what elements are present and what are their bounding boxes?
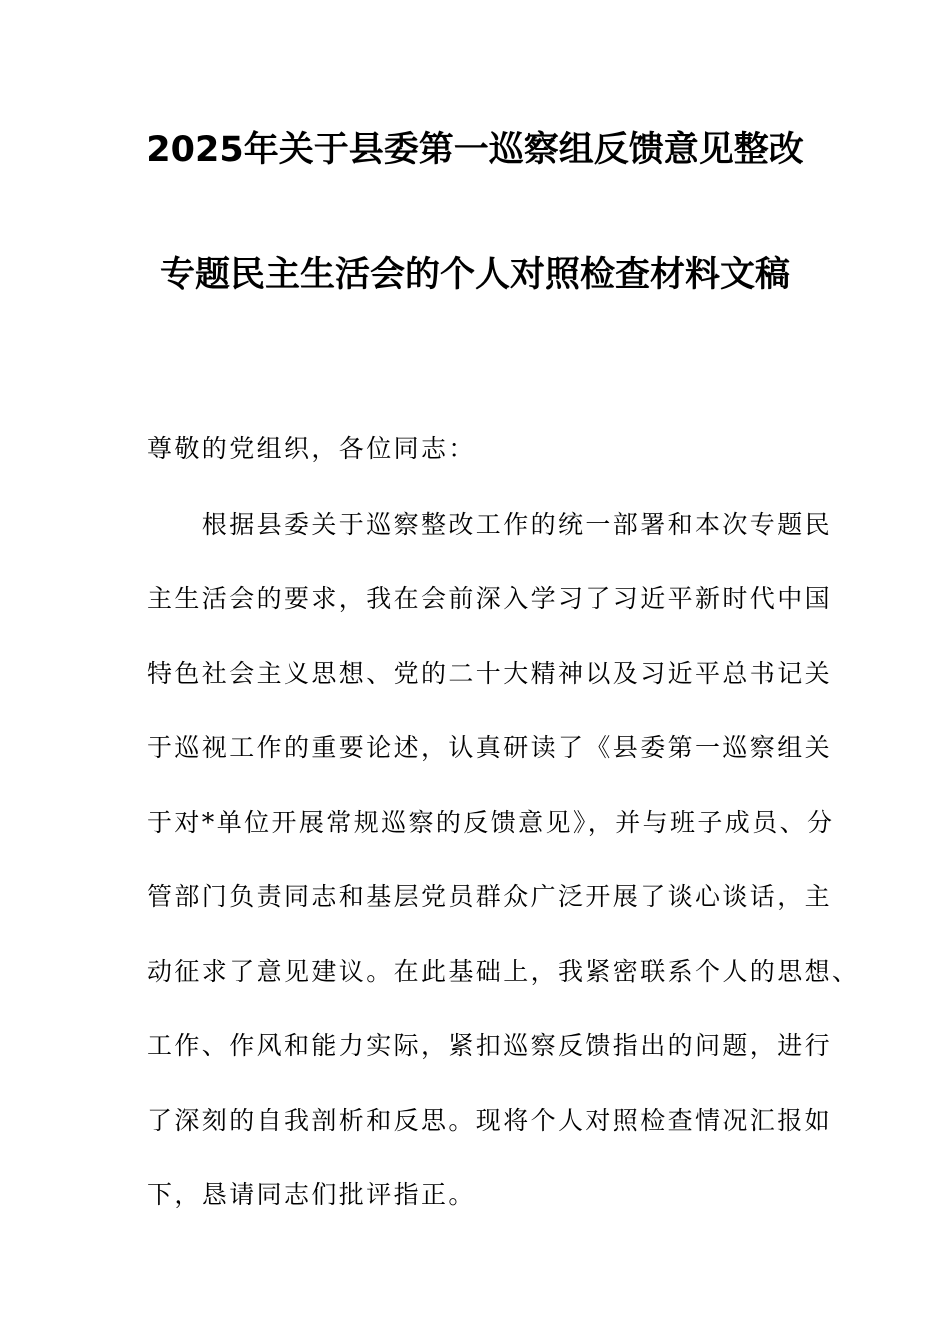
paragraph-line: 于巡视工作的重要论述，认真研读了《县委第一巡察组关 xyxy=(147,733,833,762)
paragraph-line: 管部门负责同志和基层党员群众广泛开展了谈心谈话，主 xyxy=(147,882,833,911)
paragraph-line: 工作、作风和能力实际，紧扣巡察反馈指出的问题，进行 xyxy=(147,1031,833,1060)
paragraph-line: 了深刻的自我剖析和反思。现将个人对照检查情况汇报如 xyxy=(147,1106,833,1135)
salutation: 尊敬的党组织，各位同志： xyxy=(147,434,476,463)
paragraph-line: 于对*单位开展常规巡察的反馈意见》，并与班子成员、分 xyxy=(147,808,835,837)
paragraph-line: 动征求了意见建议。在此基础上，我紧密联系个人的思想、 xyxy=(147,957,860,986)
paragraph-line: 根据县委关于巡察整改工作的统一部署和本次专题民 xyxy=(147,510,833,539)
paragraph-line: 下，恳请同志们批评指正。 xyxy=(147,1180,476,1209)
paragraph-line: 特色社会主义思想、党的二十大精神以及习近平总书记关 xyxy=(147,659,833,688)
paragraph-line: 主生活会的要求，我在会前深入学习了习近平新时代中国 xyxy=(147,584,833,613)
document-title-line-2: 专题民主生活会的个人对照检查材料文稿 xyxy=(159,255,790,295)
document-title-line-1: 2025年关于县委第一巡察组反馈意见整改 xyxy=(146,130,804,170)
